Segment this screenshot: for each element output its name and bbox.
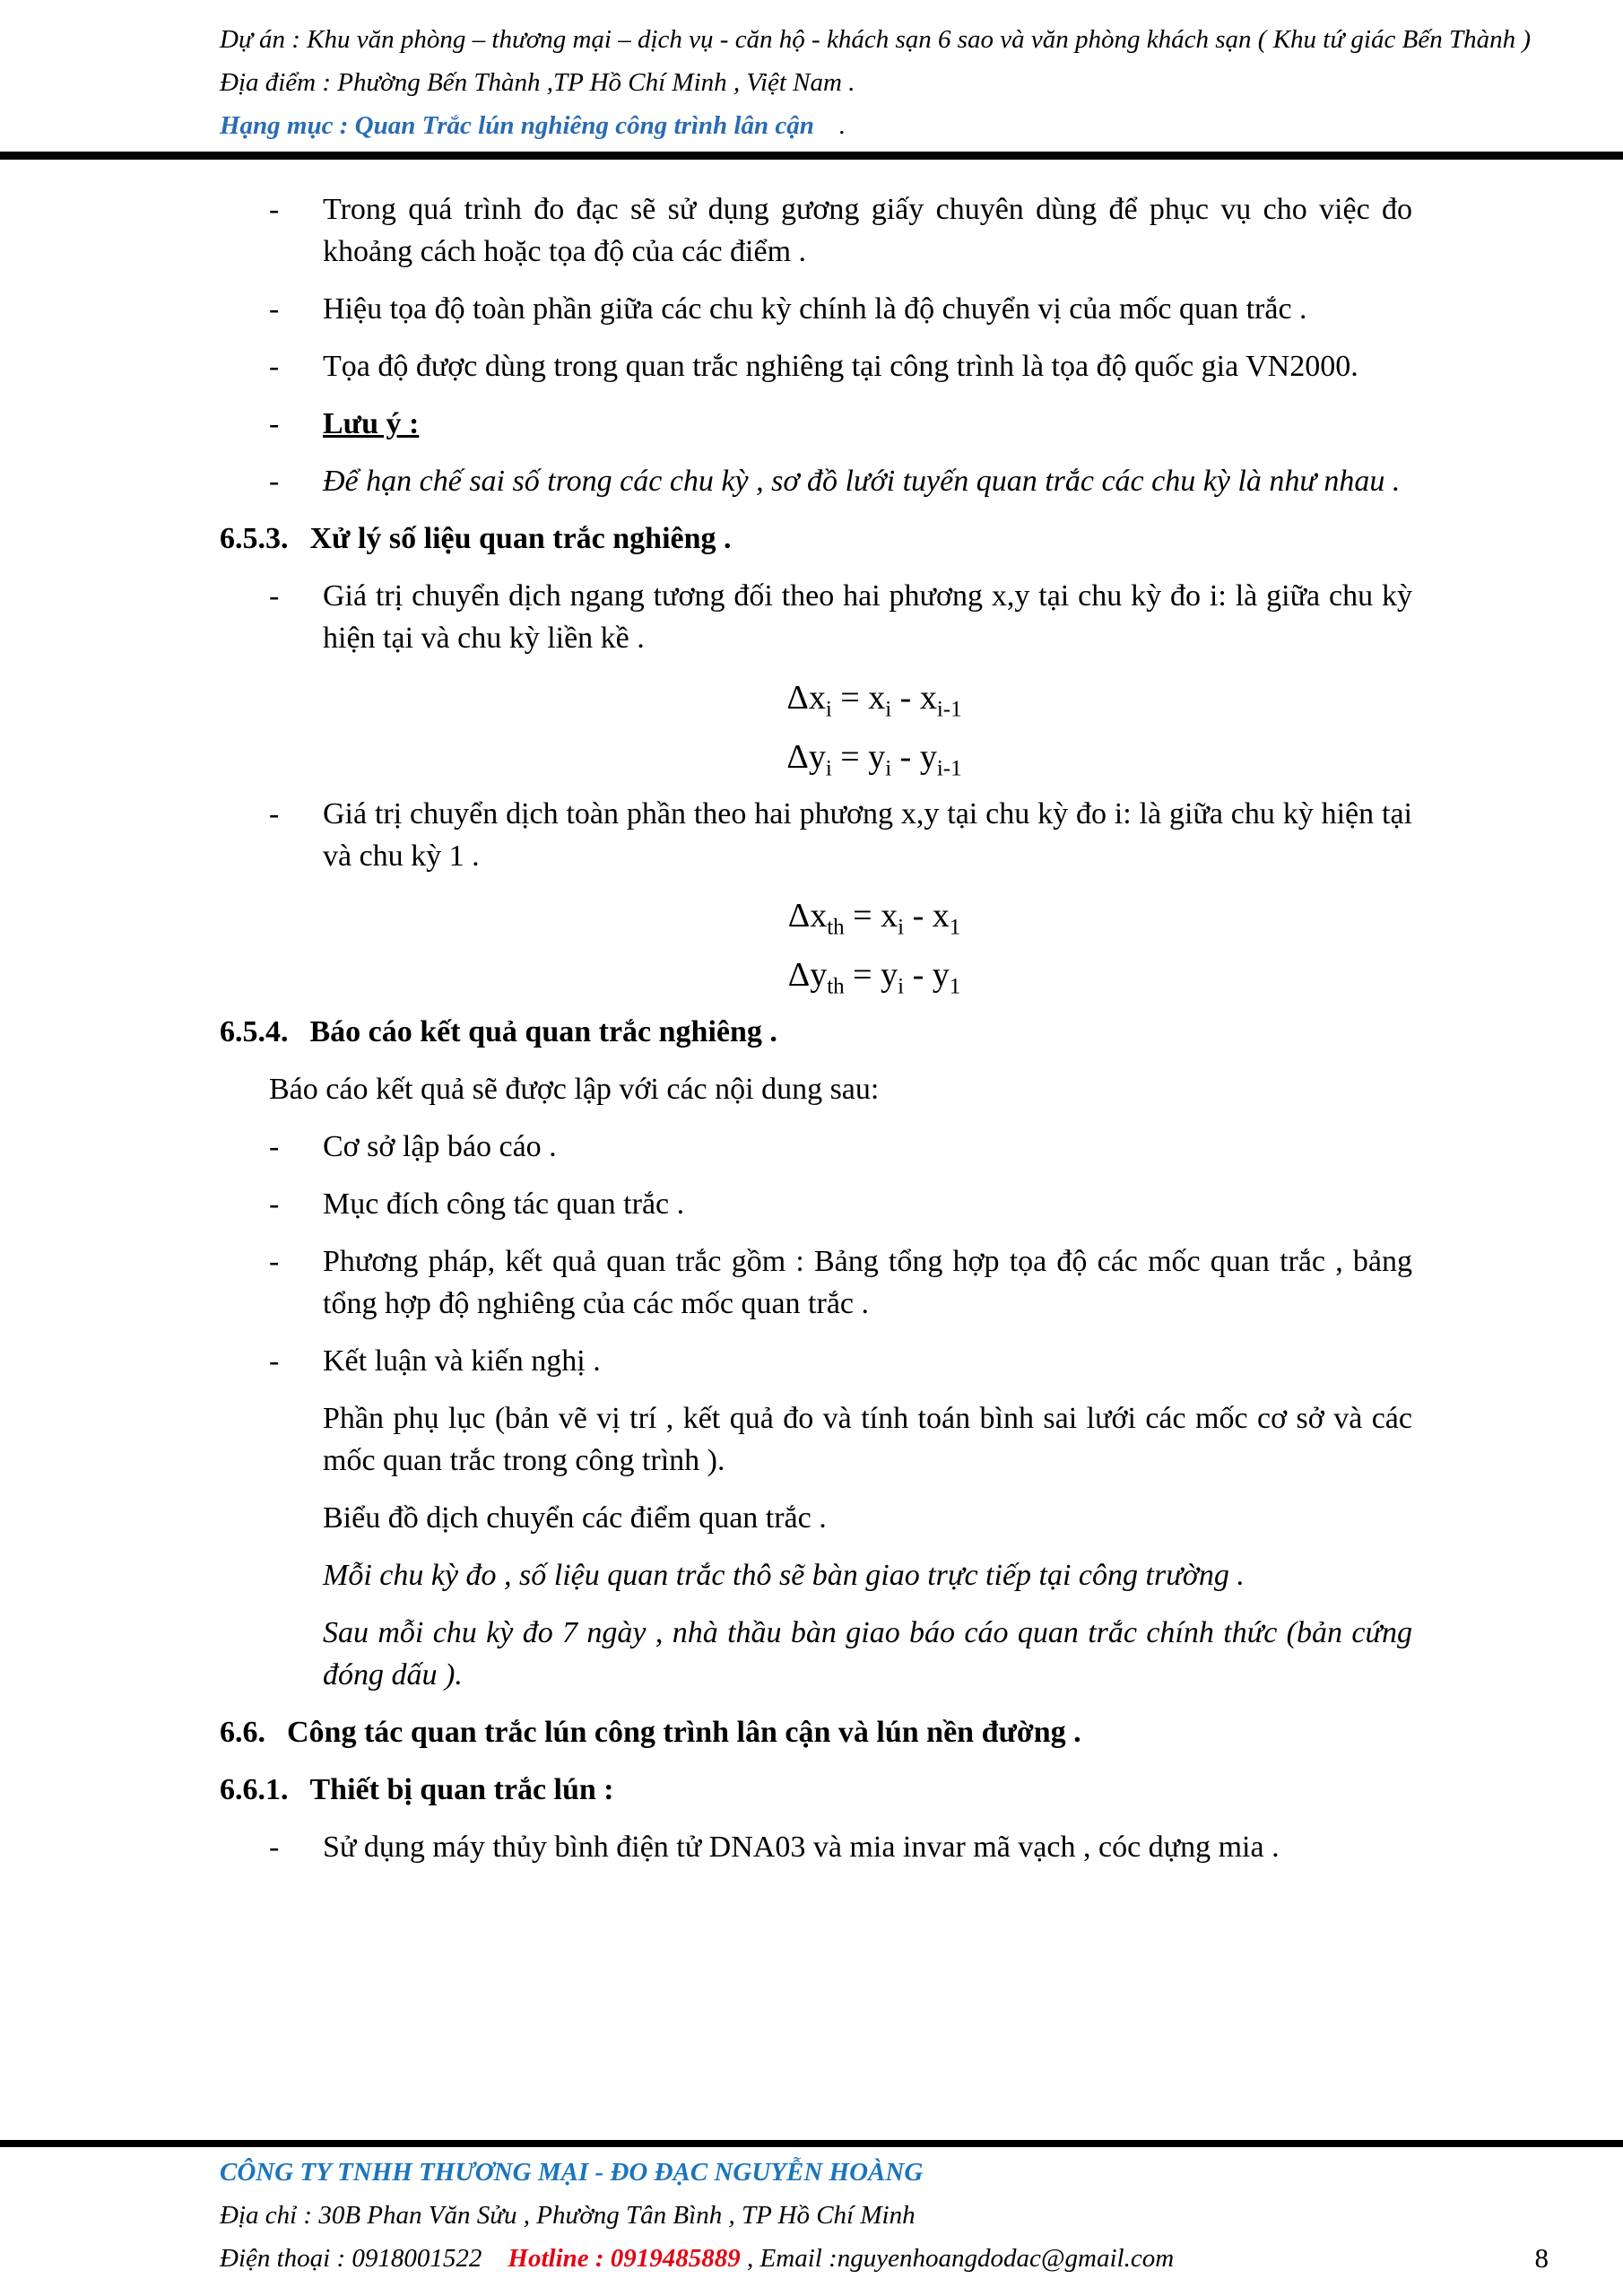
- formula-text: - x: [891, 679, 937, 717]
- formula-delta-y-i: [220, 734, 1412, 780]
- bullet-item: [220, 1183, 1412, 1225]
- document-body: [220, 188, 1412, 1883]
- formula-sub: i: [898, 974, 905, 999]
- footer-hotline: Hotline : 0919485889: [508, 2244, 741, 2273]
- formula-sub: i: [898, 915, 905, 940]
- bullet-item: [220, 793, 1412, 877]
- formula-sub: th: [827, 915, 845, 940]
- formula-text: = y: [844, 956, 898, 994]
- formula-sub: i-1: [936, 697, 962, 722]
- formula-sub: i: [885, 756, 892, 781]
- bullet-dash: -: [269, 407, 280, 440]
- footer-phone: Điện thoại : 0918001522: [220, 2244, 482, 2273]
- formula-text: Δx: [787, 897, 828, 935]
- bullet-dash: -: [269, 465, 280, 498]
- section-number: 6.5.4.: [220, 1015, 289, 1048]
- section-heading-6-5-3: [220, 517, 1412, 560]
- bullet-item: [220, 1340, 1412, 1382]
- page-footer: [220, 2151, 1565, 2280]
- formula-delta-y-th: [220, 952, 1412, 998]
- formula-text: = x: [831, 679, 886, 717]
- section-heading-6-6-1: [220, 1769, 1412, 1811]
- formula-text: Δy: [787, 956, 828, 994]
- bullet-text: Kết luận và kiến nghị .: [323, 1344, 601, 1378]
- section-title: Thiết bị quan trắc lún :: [309, 1773, 614, 1806]
- bullet-text: Hiệu tọa độ toàn phần giữa các chu kỳ chính là độ chuyển vị của mốc quan trắc .: [323, 292, 1307, 326]
- section-number: 6.6.1.: [220, 1773, 289, 1806]
- bullet-item: [220, 188, 1412, 273]
- formula-text: = y: [831, 738, 886, 776]
- section-number: 6.6.: [220, 1716, 265, 1749]
- bullet-dash: -: [269, 193, 280, 226]
- bullet-item-note: [220, 403, 1412, 445]
- footer-address: Địa chỉ : 30B Phan Văn Sửu , Phường Tân Bình , TP Hồ Chí Minh: [220, 2201, 916, 2230]
- bullet-text: Giá trị chuyển dịch ngang tương đối theo hai phương x,y tại chu kỳ đo i: là giữa chu kỳ hiện tại và chu kỳ liền kề .: [323, 579, 1412, 655]
- bullet-dash: -: [269, 1187, 280, 1221]
- footer-company-name: CÔNG TY TNHH THƯƠNG MẠI - ĐO ĐẠC NGUYỄN HOÀNG: [220, 2158, 924, 2187]
- footer-phone-hotline-gap: [489, 2244, 502, 2273]
- header-item-text: Hạng mục : Quan Trắc lún nghiêng công trình lân cận: [220, 111, 814, 140]
- bullet-dash: -: [269, 350, 280, 383]
- bullet-text: Giá trị chuyển dịch toàn phần theo hai phương x,y tại chu kỳ đo i: là giữa chu kỳ hiện tại và chu kỳ 1 .: [323, 797, 1412, 873]
- section-heading-6-5-4: [220, 1011, 1412, 1053]
- paragraph: Phần phụ lục (bản vẽ vị trí , kết quả đo và tính toán bình sai lưới các mốc cơ sở và các mốc quan trắc trong công trình ).: [323, 1402, 1412, 1477]
- formula-delta-x-i: [220, 674, 1412, 721]
- formula-sub: i: [825, 697, 832, 722]
- bullet-item: [220, 1240, 1412, 1325]
- formula-text: Δx: [786, 679, 826, 717]
- formula-sub: 1: [949, 974, 961, 999]
- header-location-line: Địa điểm : Phường Bến Thành ,TP Hồ Chí Minh , Việt Nam .: [220, 68, 855, 97]
- header-item-line: [220, 104, 1574, 147]
- bullet-item: [220, 1826, 1412, 1868]
- bullet-item: [220, 345, 1412, 387]
- bullet-text: Mục đích công tác quan trắc .: [323, 1187, 685, 1221]
- bullet-text: Cơ sở lập báo cáo .: [323, 1130, 557, 1163]
- bullet-dash: -: [269, 1831, 280, 1864]
- bullet-text: Phương pháp, kết quả quan trắc gồm : Bảng tổng hợp tọa độ các mốc quan trắc , bảng tổng hợp độ nghiêng của các mốc quan trắc .: [323, 1245, 1412, 1320]
- footer-divider: [0, 2140, 1623, 2147]
- section-title: Xử lý số liệu quan trắc nghiêng .: [309, 522, 732, 555]
- formula-delta-x-th: [220, 892, 1412, 939]
- section-heading-6-6: [220, 1711, 1412, 1753]
- formula-sub: th: [827, 974, 845, 999]
- bullet-dash: -: [269, 579, 280, 613]
- formula-sub: i: [825, 756, 832, 781]
- bullet-item: [220, 288, 1412, 330]
- header-item-period: .: [838, 111, 846, 140]
- header-divider: [0, 152, 1623, 160]
- page-number: 8: [1534, 2242, 1549, 2274]
- paragraph: Báo cáo kết quả sẽ được lập với các nội dung sau:: [269, 1073, 880, 1106]
- bullet-item: [220, 460, 1412, 502]
- section-title: Báo cáo kết quả quan trắc nghiêng .: [309, 1015, 777, 1048]
- page-header: [220, 18, 1574, 147]
- bullet-dash: -: [269, 1344, 280, 1378]
- paragraph: Mỗi chu kỳ đo , số liệu quan trắc thô sẽ bàn giao trực tiếp tại công trường .: [323, 1559, 1245, 1592]
- section-title: Công tác quan trắc lún công trình lân cận và lún nền đường .: [287, 1716, 1081, 1749]
- formula-text: = x: [844, 897, 898, 935]
- note-label: Lưu ý :: [323, 407, 420, 440]
- paragraph: Biểu đồ dịch chuyển các điểm quan trắc .: [323, 1501, 827, 1535]
- bullet-text: Trong quá trình đo đạc sẽ sử dụng gương giấy chuyên dùng để phục vụ cho việc đo khoảng cách hoặc tọa độ của các điểm .: [323, 193, 1412, 268]
- formula-text: - y: [891, 738, 937, 776]
- formula-sub: 1: [949, 915, 961, 940]
- bullet-dash: -: [269, 1245, 280, 1278]
- bullet-dash: -: [269, 797, 280, 831]
- bullet-dash: -: [269, 292, 280, 326]
- header-project-line: Dự án : Khu văn phòng – thương mại – dịch vụ - căn hộ - khách sạn 6 sao và văn phòng khách sạn ( Khu tứ giác Bến Thành ): [220, 25, 1531, 54]
- paragraph: Sau mỗi chu kỳ đo 7 ngày , nhà thầu bàn giao báo cáo quan trắc chính thức (bản cứng đóng dấu ).: [323, 1616, 1412, 1692]
- footer-contact-line: [220, 2237, 1565, 2280]
- bullet-dash: -: [269, 1130, 280, 1163]
- bullet-text: Sử dụng máy thủy bình điện tử DNA03 và mia invar mã vạch , cóc dựng mia .: [323, 1831, 1280, 1864]
- bullet-item: [220, 1126, 1412, 1168]
- bullet-text: Tọa độ được dùng trong quan trắc nghiêng tại công trình là tọa độ quốc gia VN2000.: [323, 350, 1358, 383]
- section-number: 6.5.3.: [220, 522, 289, 555]
- formula-sub: i-1: [936, 756, 962, 781]
- bullet-item: [220, 575, 1412, 659]
- formula-text: - x: [904, 897, 950, 935]
- footer-email: , Email :nguyenhoangdodac@gmail.com: [747, 2244, 1175, 2273]
- bullet-text: Để hạn chế sai số trong các chu kỳ , sơ đồ lưới tuyến quan trắc các chu kỳ là như nhau .: [323, 465, 1401, 498]
- formula-text: Δy: [786, 738, 826, 776]
- formula-text: - y: [904, 956, 950, 994]
- formula-sub: i: [885, 697, 892, 722]
